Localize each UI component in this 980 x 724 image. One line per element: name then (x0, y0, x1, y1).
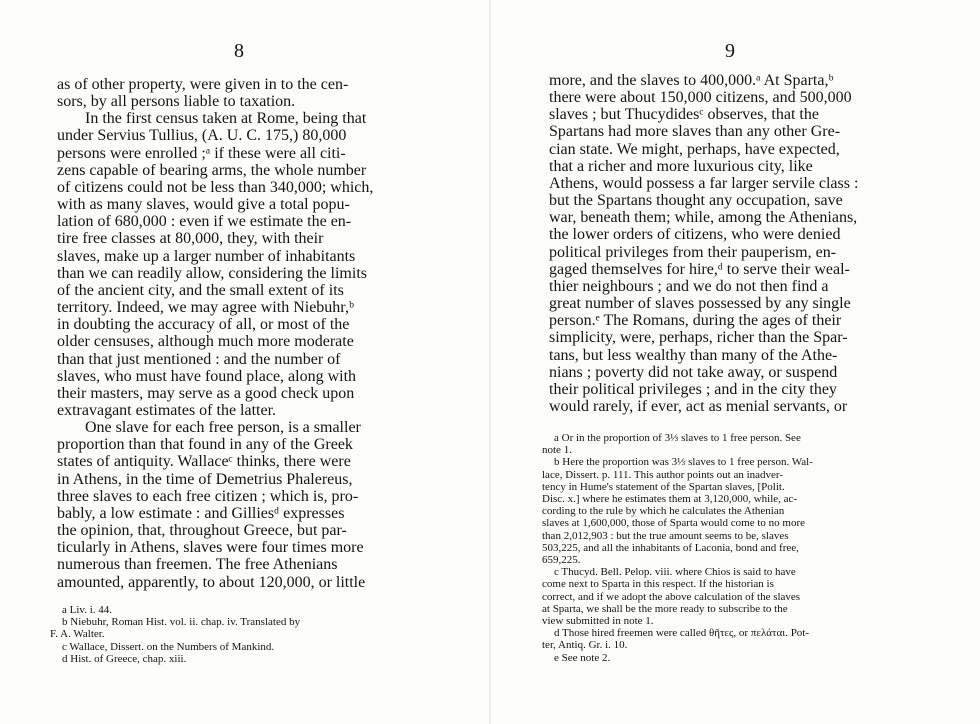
body-line: in doubting the accuracy of all, or most of the (57, 316, 350, 334)
footnote-line: 659,225. (542, 554, 581, 567)
body-line: sors, by all persons liable to taxation. (57, 93, 296, 111)
footnote-line: b Here the proportion was 3⅓ slaves to 1 free person. Wal- (554, 456, 813, 469)
body-line: war, beneath them; while, among the Athenians, (549, 209, 858, 227)
footnote-line: a Liv. i. 44. (62, 604, 112, 616)
footnote-line: d Hist. of Greece, chap. xiii. (62, 652, 187, 665)
body-line: their masters, may serve as a good check upon (57, 384, 355, 402)
footnote-line: c Wallace, Dissert. on the Numbers of Mankind. (62, 640, 275, 653)
body-line: that a richer and more luxurious city, like (549, 157, 813, 175)
body-line: tans, but less wealthy than many of the Athe- (549, 346, 838, 364)
footnote-line: at Sparta, we shall be the more ready to subscribe to the (542, 602, 788, 615)
body-line: great number of slaves possessed by any single (549, 295, 851, 313)
footnote-line: ter, Antiq. Gr. i. 10. (542, 639, 628, 652)
body-line: than that just mentioned : and the number of (57, 350, 341, 368)
right-footnotes (542, 432, 924, 664)
body-line: more, and the slaves to 400,000.ᵃ At Sparta,ᵇ (549, 72, 834, 89)
footnote-line: e See note 2. (554, 651, 611, 664)
body-line: slaves, who must have found place, along with (57, 367, 357, 385)
body-line: territory. Indeed, we may agree with Niebuhr,ᵇ (57, 299, 354, 317)
right-page-number: 9 (725, 40, 735, 62)
body-line: their political privileges ; and in the city they (549, 380, 837, 398)
footnote-line: Disc. x.] where he estimates them at 3,120,000, while, ac- (542, 493, 798, 506)
body-line: cian state. We might, perhaps, have expected, (549, 140, 840, 158)
body-line: One slave for each free person, is a smaller (85, 419, 361, 437)
body-line: but the Spartans thought any occupation, save (549, 192, 843, 210)
body-line: three slaves to each free citizen ; which is, pro- (57, 487, 359, 505)
body-line: states of antiquity. Wallaceᶜ thinks, there were (57, 453, 351, 471)
body-line: nians ; poverty did not take away, or suspend (549, 363, 838, 381)
footnote-line: c Thucyd. Bell. Pelop. viii. where Chios is said to have (554, 566, 796, 579)
left-page-body (57, 76, 437, 591)
body-line: lation of 680,000 : even if we estimate the en- (57, 213, 352, 231)
body-line: persons were enrolled ;ᵃ if these were all citi- (57, 144, 346, 162)
right-page-body (549, 72, 922, 415)
body-line: numerous than freemen. The free Athenians (57, 556, 338, 574)
body-line: slaves, make up a larger number of inhabitants (57, 247, 356, 265)
body-line: there were about 150,000 citizens, and 500,000 (549, 89, 852, 107)
footnote-line: F. A. Walter. (50, 628, 105, 641)
body-line: Spartans had more slaves than any other Gre- (549, 123, 841, 141)
footnote-line: d Those hired freemen were called θῆτες, or πελάται. Pot- (554, 627, 810, 640)
body-line: under Servius Tullius, (A. U. C. 175,) 80,000 (57, 127, 347, 145)
body-line: extravagant estimates of the latter. (57, 401, 277, 419)
body-line: political privileges from their pauperism, en- (549, 243, 837, 261)
footnote-line: come next to Sparta in this respect. If the historian is (542, 578, 774, 591)
left-footnotes (50, 604, 430, 665)
footnote-line: view submitted in note 1. (542, 615, 654, 628)
footnote-line: slaves at 1,600,000, those of Sparta would come to no more (542, 517, 806, 530)
body-line: In the first census taken at Rome, being that (85, 110, 367, 128)
body-line: proportion than that found in any of the Greek (57, 436, 353, 454)
body-line: bably, a low estimate : and Gilliesᵈ expresses (57, 504, 345, 522)
body-line: Athens, would possess a far larger servile class : (549, 174, 859, 192)
footnote-line: 503,225, and all the inhabitants of Laconia, bond and free, (542, 541, 799, 554)
footnote-line: lace, Dissert. p. 111. This author points out an inadver- (542, 468, 784, 481)
footnote-line: note 1. (542, 444, 572, 457)
left-page-number: 8 (234, 40, 244, 62)
body-line: with as many slaves, would give a total popu- (57, 196, 350, 214)
body-line: person.ᵉ The Romans, during the ages of their (549, 312, 842, 330)
body-line: the opinion, that, throughout Greece, but par- (57, 522, 347, 540)
body-line: zens capable of bearing arms, the whole number (57, 161, 367, 179)
body-line: than we can readily allow, considering the limits (57, 264, 367, 282)
footnote-line: cording to the rule by which he calculates the Athenian (542, 505, 785, 518)
body-line: amounted, apparently, to about 120,000, or little (57, 573, 366, 591)
footnote-line: tency in Hume's statement of the Spartan slaves, [Polit. (542, 480, 785, 493)
right-page (490, 0, 980, 724)
body-line: thier neighbours ; and we do not then find a (549, 277, 829, 295)
body-line: gaged themselves for hire,ᵈ to serve their weal- (549, 260, 850, 278)
body-line: of the ancient city, and the small extent of its (57, 281, 344, 299)
footnote-line: than 2,012,903 : but the true amount seems to be, slaves (542, 529, 789, 542)
footnote-line: a Or in the proportion of 3⅓ slaves to 1 free person. See (554, 432, 801, 444)
footnote-line: correct, and if we adopt the above calculation of the slaves (542, 590, 801, 603)
body-line: older censuses, although much more moderate (57, 333, 354, 351)
body-line: of citizens could not be less than 340,000; which, (57, 178, 374, 196)
body-line: in Athens, in the time of Demetrius Phalereus, (57, 470, 353, 488)
body-line: simplicity, were, perhaps, richer than the Spar- (549, 329, 848, 347)
body-line: tire free classes at 80,000, they, with their (57, 230, 324, 248)
body-line: would rarely, if ever, act as menial servants, or (549, 397, 848, 415)
body-line: as of other property, were given in to the cen- (57, 76, 349, 93)
body-line: slaves ; but Thucydidesᶜ observes, that the (549, 106, 819, 124)
footnote-line: b Niebuhr, Roman Hist. vol. ii. chap. iv. Translated by (62, 616, 301, 629)
body-line: the lower orders of citizens, who were denied (549, 226, 841, 244)
body-line: ticularly in Athens, slaves were four times more (57, 539, 364, 557)
